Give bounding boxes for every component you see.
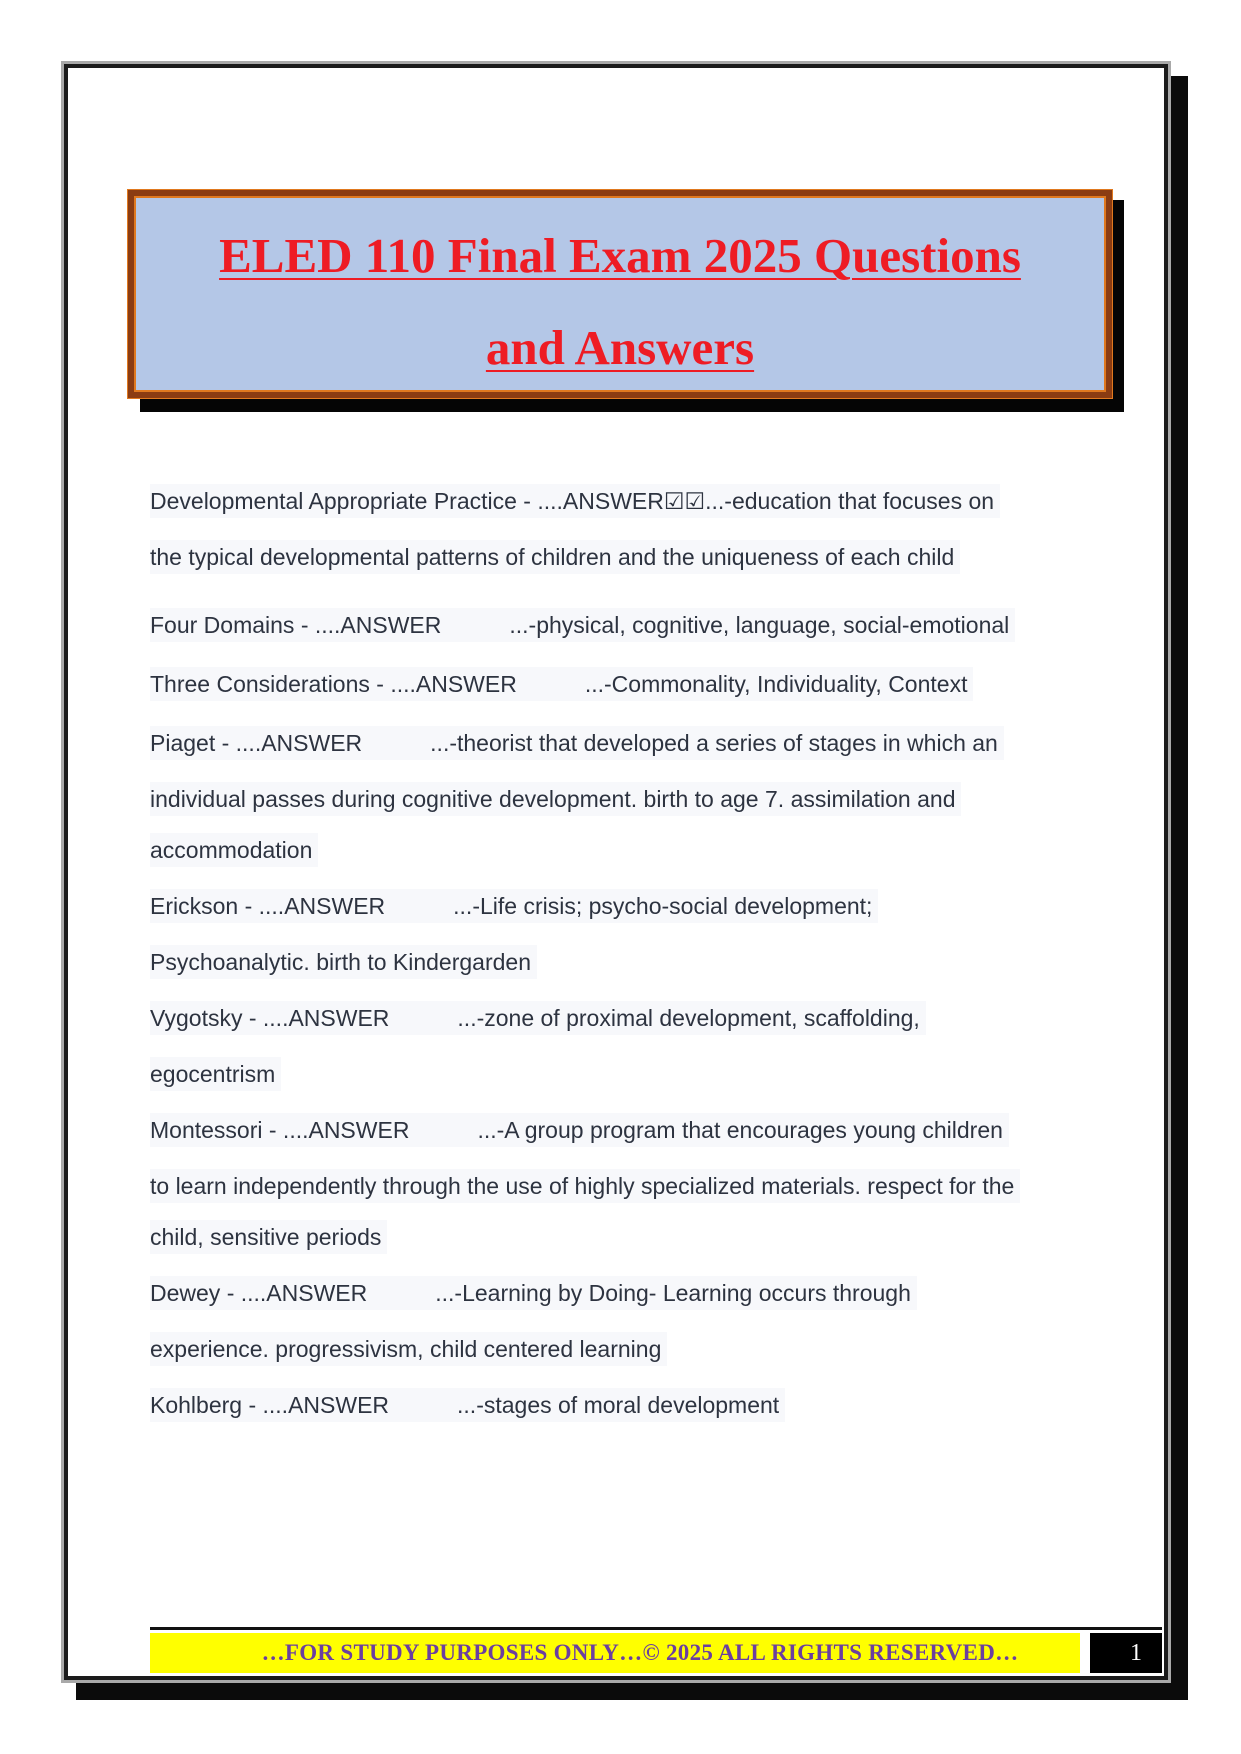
qa-answer: ...-physical, cognitive, language, social-emotional bbox=[509, 612, 1010, 638]
qa-answer: ...-Commonality, Individuality, Context bbox=[584, 671, 968, 697]
qa-term: Piaget - ....ANSWER bbox=[150, 730, 363, 756]
qa-answer: ...-Learning by Doing- Learning occurs through bbox=[435, 1280, 911, 1306]
qa-answer: ...-stages of moral development bbox=[457, 1392, 780, 1418]
page-number: 1 bbox=[1130, 1639, 1142, 1666]
qa-item-three-considerations bbox=[150, 667, 1090, 701]
qa-item-erickson bbox=[150, 889, 1090, 979]
qa-term: Erickson - ....ANSWER bbox=[150, 893, 386, 919]
qa-item-dap bbox=[150, 484, 1090, 574]
qa-term: Dewey - ....ANSWER bbox=[150, 1280, 368, 1306]
qa-term: Kohlberg - ....ANSWER bbox=[150, 1392, 390, 1418]
qa-line: to learn independently through the use of highly specialized materials. respect for the bbox=[150, 1169, 1020, 1203]
qa-answer: ...-Life crisis; psycho-social development; bbox=[453, 893, 873, 919]
qa-line: experience. progressivism, child centered learning bbox=[150, 1332, 667, 1366]
qa-item-kohlberg bbox=[150, 1388, 1090, 1422]
qa-line: Developmental Appropriate Practice - ....ANSWER☑☑...-education that focuses on bbox=[150, 484, 1000, 518]
qa-line bbox=[150, 1276, 917, 1310]
qa-line bbox=[150, 608, 1015, 642]
qa-line bbox=[150, 726, 1004, 760]
document-title bbox=[134, 196, 1106, 394]
qa-term: Four Domains - ....ANSWER bbox=[150, 612, 442, 638]
qa-answer: ...-A group program that encourages young children bbox=[477, 1117, 1003, 1143]
qa-line bbox=[150, 1113, 1009, 1147]
qa-answer: ...-zone of proximal development, scaffolding, bbox=[457, 1005, 920, 1031]
qa-line: the typical developmental patterns of children and the uniqueness of each child bbox=[150, 540, 960, 574]
title-box bbox=[128, 190, 1112, 398]
page-number-box bbox=[1090, 1633, 1162, 1673]
qa-term: Montessori - ....ANSWER bbox=[150, 1117, 410, 1143]
qa-item-four-domains bbox=[150, 608, 1090, 642]
qa-line bbox=[150, 1001, 926, 1035]
qa-line: Psychoanalytic. birth to Kindergarden bbox=[150, 945, 537, 979]
qa-line: egocentrism bbox=[150, 1057, 281, 1091]
footer-notice: …FOR STUDY PURPOSES ONLY…© 2025 ALL RIGHTS RESERVED… bbox=[261, 1640, 1019, 1665]
qa-line: individual passes during cognitive development. birth to age 7. assimilation and bbox=[150, 782, 961, 816]
title-line-1: ELED 110 Final Exam 2025 Questions bbox=[219, 228, 1021, 283]
qa-term: Three Considerations - ....ANSWER bbox=[150, 671, 517, 697]
qa-line bbox=[150, 1388, 785, 1422]
qa-list bbox=[150, 484, 1090, 1422]
qa-line bbox=[150, 889, 878, 923]
qa-line: child, sensitive periods bbox=[150, 1220, 387, 1254]
qa-line: accommodation bbox=[150, 833, 318, 867]
qa-answer: ...-theorist that developed a series of stages in which an bbox=[430, 730, 998, 756]
qa-item-dewey bbox=[150, 1276, 1090, 1366]
footer-band bbox=[150, 1633, 1080, 1673]
title-line-2: and Answers bbox=[485, 320, 755, 375]
qa-item-montessori bbox=[150, 1113, 1090, 1254]
footer-divider bbox=[150, 1627, 1162, 1630]
qa-item-vygotsky bbox=[150, 1001, 1090, 1091]
qa-term: Vygotsky - ....ANSWER bbox=[150, 1005, 390, 1031]
qa-item-piaget bbox=[150, 726, 1090, 867]
qa-line bbox=[150, 667, 973, 701]
